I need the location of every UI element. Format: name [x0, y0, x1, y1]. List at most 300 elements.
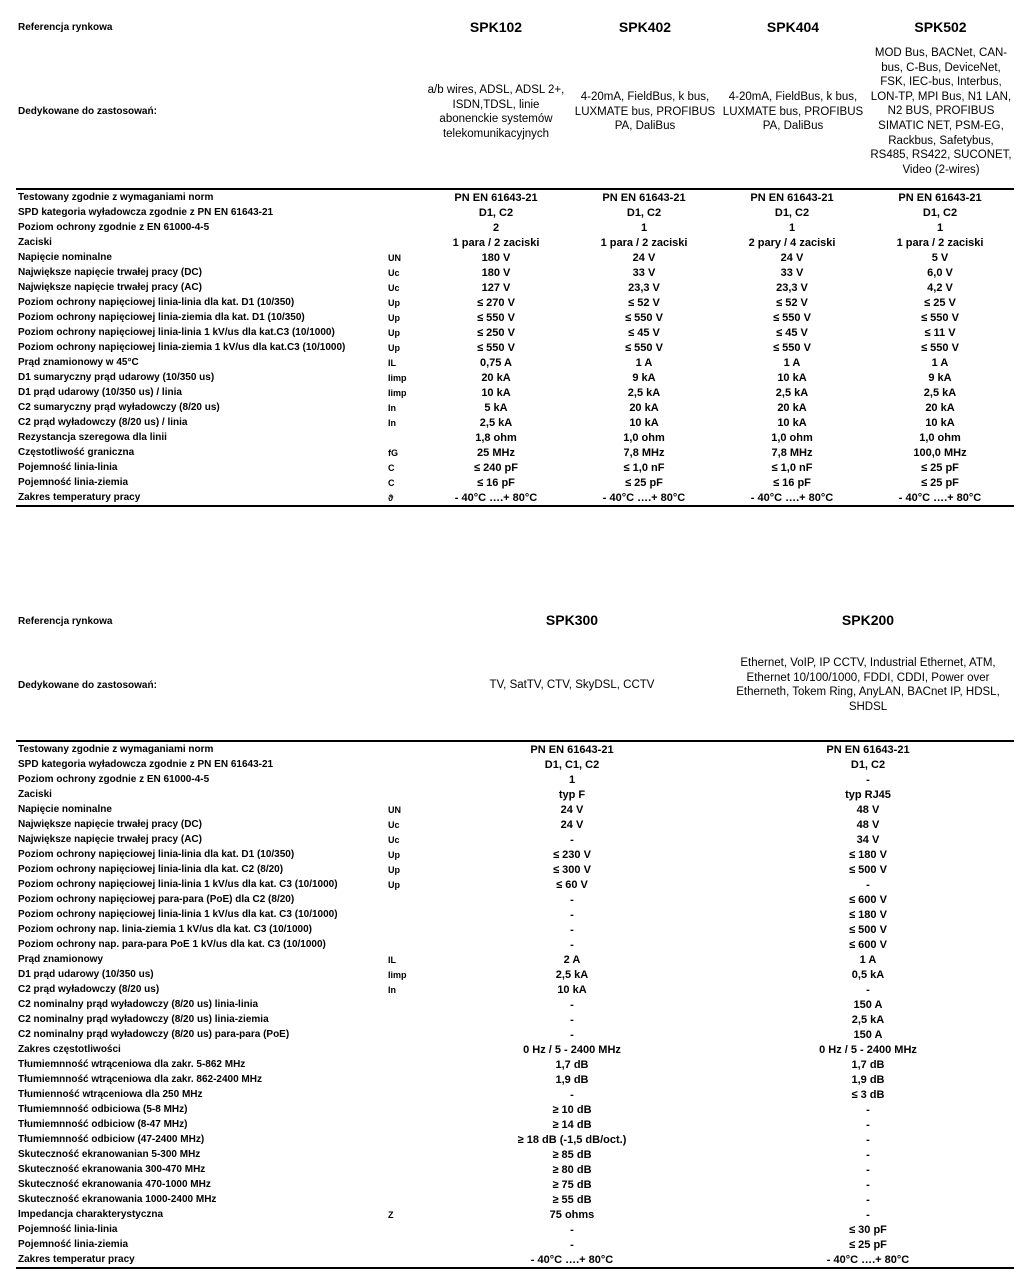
parameter-label: Skuteczność ekranowania 1000-2400 MHz	[18, 1194, 217, 1205]
spec-row	[16, 235, 1014, 250]
parameter-symbol: In	[388, 984, 396, 995]
spec-row	[16, 1027, 1014, 1042]
spec-value: 2,5 kA	[627, 386, 661, 399]
spec-value: 24 V	[560, 818, 584, 831]
spec-value: - 40°C ….+ 80°C	[422, 490, 570, 506]
parameter-label: Zaciski	[18, 237, 52, 248]
spec-value: ≤ 600 V	[849, 938, 887, 951]
parameter-symbol: In	[388, 402, 396, 413]
spec-value: - 40°C ….+ 80°C	[718, 490, 866, 506]
product-name: SPK300	[545, 612, 599, 628]
parameter-symbol	[386, 1162, 422, 1177]
parameter-label: Testowany zgodnie z wymaganiami norm	[16, 741, 386, 757]
parameter-label: Zakres częstotliwości	[18, 1044, 121, 1055]
spec-value: 24 V	[560, 803, 584, 816]
spec-row	[16, 355, 1014, 370]
spec-table-1	[16, 188, 1014, 507]
spec-value: -	[866, 1178, 870, 1191]
spec-value: 1 A	[635, 356, 653, 369]
spec-row	[16, 1102, 1014, 1117]
parameter-symbol	[386, 787, 422, 802]
spec-value: ≥ 80 dB	[552, 1163, 592, 1176]
spec-value: - 40°C ….+ 80°C	[570, 490, 718, 506]
spec-value: D1, C2	[478, 206, 514, 219]
parameter-symbol: Uc	[388, 282, 400, 293]
parameter-symbol: IL	[388, 357, 396, 368]
spec-row	[16, 1072, 1014, 1087]
parameter-symbol	[386, 220, 422, 235]
product-name: SPK502	[914, 19, 967, 35]
spec-row	[16, 205, 1014, 220]
spec-value: 5 kA	[484, 401, 508, 414]
parameter-label: Poziom ochrony napięciowej linia-ziemia dla kat. D1 (10/350)	[18, 312, 305, 323]
spec-value: 1,9 dB	[555, 1073, 589, 1086]
spec-value: 1,7 dB	[555, 1058, 589, 1071]
parameter-symbol	[386, 1192, 422, 1207]
spec-value: ≤ 3 dB	[851, 1088, 885, 1101]
parameter-symbol	[386, 1117, 422, 1132]
market-reference-label: Referencja rynkowa	[18, 616, 113, 627]
parameter-symbol	[386, 430, 422, 445]
spec-value: 1	[568, 773, 576, 786]
spec-row	[16, 265, 1014, 280]
parameter-symbol	[386, 235, 422, 250]
parameter-label: Skuteczność ekranowania 300-470 MHz	[18, 1164, 206, 1175]
spec-value: ≤ 25 pF	[849, 1238, 887, 1251]
spec-row	[16, 250, 1014, 265]
spec-row	[16, 400, 1014, 415]
spec-value: ≤ 45 V	[776, 326, 808, 339]
parameter-label: Napięcie nominalne	[18, 252, 112, 263]
parameter-label: Pojemność linia-ziemia	[18, 477, 129, 488]
parameter-label: Tłumiemnność wtrąceniowa dla zakr. 862-2400 MHz	[18, 1074, 262, 1085]
spec-value: 9 kA	[928, 371, 952, 384]
spec-value: ≤ 230 V	[553, 848, 591, 861]
spec-row	[16, 415, 1014, 430]
spec-value: 127 V	[481, 281, 511, 294]
spec-row	[16, 1192, 1014, 1207]
parameter-symbol	[386, 1102, 422, 1117]
parameter-symbol: ϑ	[386, 490, 422, 506]
spec-value: ≤ 180 V	[849, 848, 887, 861]
spec-value: ≤ 30 pF	[849, 1223, 887, 1236]
spec-value: ≤ 550 V	[477, 341, 515, 354]
spec-row	[16, 280, 1014, 295]
parameter-label: Częstotliwość graniczna	[18, 447, 135, 458]
spec-row	[16, 847, 1014, 862]
dedicated-applications-text: TV, SatTV, CTV, SkyDSL, CCTV	[489, 679, 655, 691]
market-reference-label: Referencja rynkowa	[18, 22, 113, 33]
parameter-label: Rezystancja szeregowa dla linii	[18, 432, 167, 443]
spec-value: 2,5 kA	[555, 968, 589, 981]
parameter-symbol	[386, 189, 422, 205]
parameter-symbol	[386, 1132, 422, 1147]
spec-value: -	[866, 983, 870, 996]
spec-value: ≤ 500 V	[849, 863, 887, 876]
spec-value: 1,9 dB	[851, 1073, 885, 1086]
parameter-label: Poziom ochrony napięciowej linia-linia dla kat. D1 (10/350)	[18, 297, 295, 308]
parameter-symbol: Up	[388, 879, 400, 890]
parameter-symbol: Up	[388, 312, 400, 323]
spec-value: 150 A	[853, 1028, 883, 1041]
parameter-label: Poziom ochrony zgodnie z EN 61000-4-5	[18, 222, 210, 233]
spec-value: 5 V	[931, 251, 949, 264]
spec-value: PN EN 61643-21	[718, 189, 866, 205]
parameter-label: Największe napięcie trwałej pracy (DC)	[18, 267, 202, 278]
spec-value: ≤ 550 V	[625, 311, 663, 324]
parameter-label: Największe napięcie trwałej pracy (AC)	[18, 282, 202, 293]
parameter-symbol: Up	[388, 849, 400, 860]
spec-row	[16, 832, 1014, 847]
spec-row	[16, 952, 1014, 967]
parameter-symbol: In	[388, 417, 396, 428]
parameter-symbol	[386, 1147, 422, 1162]
spec-value: ≤ 60 V	[556, 878, 588, 891]
parameter-symbol	[386, 205, 422, 220]
parameter-symbol	[386, 892, 422, 907]
parameter-symbol	[386, 1027, 422, 1042]
spec-row	[16, 862, 1014, 877]
spec-value: 2 pary / 4 zaciski	[748, 236, 836, 249]
spec-value: 1,0 ohm	[771, 431, 813, 444]
spec-value: -	[866, 773, 870, 786]
spec-value: 100,0 MHz	[913, 446, 967, 459]
section-spk-data-video	[16, 598, 1014, 1278]
parameter-symbol: Iimp	[388, 969, 407, 980]
spec-value: 1,0 ohm	[919, 431, 961, 444]
parameter-symbol: IL	[388, 954, 396, 965]
parameter-label: C2 nominalny prąd wyładowczy (8/20 us) linia-linia	[18, 999, 259, 1010]
parameter-label: Pojemność linia-linia	[18, 462, 118, 473]
parameter-symbol	[386, 937, 422, 952]
parameter-label: Tłumiemnność odbiciowa (5-8 MHz)	[18, 1104, 188, 1115]
spec-row	[16, 490, 1014, 506]
spec-value: 6,0 V	[927, 266, 953, 279]
spec-value: -	[570, 1088, 574, 1101]
spec-value: 10 kA	[629, 416, 659, 429]
parameter-label: SPD kategoria wyładowcza zgodnie z PN EN 61643-21	[18, 759, 274, 770]
dedicated-applications-text: 4-20mA, FieldBus, k bus, LUXMATE bus, PROFIBUS PA, DaliBus	[574, 91, 716, 133]
parameter-label: C2 nominalny prąd wyładowczy (8/20 us) linia-ziemia	[18, 1014, 269, 1025]
parameter-label: Poziom ochrony nap. para-para PoE 1 kV/us dla kat. C3 (10/1000)	[18, 939, 326, 950]
parameter-symbol	[386, 907, 422, 922]
parameter-symbol: fG	[388, 447, 398, 458]
parameter-symbol	[386, 1057, 422, 1072]
spec-row	[16, 475, 1014, 490]
spec-value: ≤ 25 pF	[921, 461, 959, 474]
spec-row	[16, 1117, 1014, 1132]
spec-value: 1 para / 2 zaciski	[896, 236, 984, 249]
parameter-label: C2 prąd wyładowczy (8/20 us) / linia	[18, 417, 188, 428]
spec-value: 10 kA	[557, 983, 587, 996]
parameter-label: Zakres temperatury pracy	[16, 490, 386, 506]
spec-value: 7,8 MHz	[771, 446, 813, 459]
spec-value: 0,5 kA	[851, 968, 885, 981]
parameter-label: Pojemność linia-linia	[18, 1224, 118, 1235]
spec-value: ≤ 550 V	[773, 341, 811, 354]
spec-row	[16, 967, 1014, 982]
parameter-symbol	[386, 1237, 422, 1252]
parameter-symbol	[386, 1042, 422, 1057]
spec-row	[16, 1147, 1014, 1162]
spec-value: 48 V	[856, 818, 880, 831]
spec-value: -	[866, 1193, 870, 1206]
dedicated-applications-label: Dedykowane do zastosowań:	[18, 680, 157, 691]
spec-value: 2,5 kA	[851, 1013, 885, 1026]
parameter-label: D1 prąd udarowy (10/350 us) / linia	[18, 387, 182, 398]
spec-value: -	[570, 893, 574, 906]
spec-value: ≤ 550 V	[921, 341, 959, 354]
parameter-label: Skuteczność ekranowanian 5-300 MHz	[18, 1149, 201, 1160]
dedicated-applications-text: 4-20mA, FieldBus, k bus, LUXMATE bus, PROFIBUS PA, DaliBus	[722, 91, 864, 133]
parameter-symbol	[386, 1252, 422, 1268]
spec-value: 10 kA	[777, 416, 807, 429]
spec-value: ≥ 55 dB	[552, 1193, 592, 1206]
parameter-label: Tłumiemnność odbiciow (47-2400 MHz)	[18, 1134, 205, 1145]
spec-value: typ RJ45	[845, 788, 891, 801]
parameter-label: Poziom ochrony napięciowej linia-linia 1 kV/us dla kat. C3 (10/1000)	[18, 879, 338, 890]
spec-value: ≤ 25 V	[924, 296, 956, 309]
parameter-label: Skuteczność ekranowania 470-1000 MHz	[18, 1179, 211, 1190]
spec-value: ≤ 180 V	[849, 908, 887, 921]
spec-row	[16, 997, 1014, 1012]
parameter-symbol: Uc	[388, 834, 400, 845]
spec-value: 23,3 V	[628, 281, 660, 294]
spec-row	[16, 1057, 1014, 1072]
spec-value: -	[570, 1013, 574, 1026]
parameter-label: Poziom ochrony nap. linia-ziemia 1 kV/us dla kat. C3 (10/1000)	[18, 924, 312, 935]
spec-value: -	[866, 1163, 870, 1176]
spec-value: 48 V	[856, 803, 880, 816]
spec-row	[16, 385, 1014, 400]
spec-value: ≤ 1,0 nF	[771, 461, 813, 474]
parameter-label: Napięcie nominalne	[18, 804, 112, 815]
spec-value: 1 para / 2 zaciski	[600, 236, 688, 249]
parameter-label: Testowany zgodnie z wymaganiami norm	[16, 189, 386, 205]
spec-value: typ F	[558, 788, 586, 801]
spec-value: ≤ 25 pF	[921, 476, 959, 489]
spec-value: 33 V	[632, 266, 656, 279]
dedicated-applications-text: a/b wires, ADSL, ADSL 2+, ISDN,TDSL, linie abonenckie systemów telekomunikacyjnych	[427, 84, 565, 140]
parameter-symbol: Iimp	[388, 372, 407, 383]
spec-value: PN EN 61643-21	[722, 741, 1014, 757]
spec-value: 24 V	[632, 251, 656, 264]
parameter-symbol	[386, 1087, 422, 1102]
spec-value: 23,3 V	[776, 281, 808, 294]
spec-value: -	[866, 1208, 870, 1221]
spec-value: 180 V	[481, 266, 511, 279]
spec-value: ≤ 52 V	[776, 296, 808, 309]
parameter-symbol: Z	[388, 1209, 394, 1220]
spec-value: PN EN 61643-21	[866, 189, 1014, 205]
spec-value: ≤ 52 V	[628, 296, 660, 309]
parameter-label: Poziom ochrony napięciowej linia-linia dla kat. C2 (8/20)	[18, 864, 284, 875]
spec-value: -	[570, 1028, 574, 1041]
spec-value: 0 Hz / 5 - 2400 MHz	[523, 1043, 621, 1056]
parameter-symbol: Up	[388, 327, 400, 338]
spec-value: PN EN 61643-21	[422, 741, 722, 757]
parameter-symbol: Iimp	[388, 387, 407, 398]
parameter-label: Zaciski	[18, 789, 52, 800]
spec-value: D1, C2	[626, 206, 662, 219]
spec-value: 1,7 dB	[851, 1058, 885, 1071]
spec-value: D1, C2	[774, 206, 810, 219]
spec-row	[16, 310, 1014, 325]
spec-row	[16, 189, 1014, 205]
parameter-label: Prąd znamionowy	[18, 954, 104, 965]
parameter-symbol: Uc	[388, 819, 400, 830]
spec-value: ≥ 18 dB (-1,5 dB/oct.)	[517, 1133, 627, 1146]
spec-row	[16, 325, 1014, 340]
spec-value: 1 A	[783, 356, 801, 369]
parameter-label: Poziom ochrony napięciowej linia-linia 1 kV/us dla kat. C3 (10/1000)	[18, 909, 338, 920]
spec-row	[16, 787, 1014, 802]
spec-value: ≤ 600 V	[849, 893, 887, 906]
parameter-symbol	[386, 1072, 422, 1087]
spec-row	[16, 877, 1014, 892]
spec-value: - 40°C ….+ 80°C	[866, 490, 1014, 506]
parameter-label: Pojemność linia-ziemia	[18, 1239, 129, 1250]
dedicated-applications-text: Ethernet, VoIP, IP CCTV, Industrial Ethernet, ATM, Ethernet 10/100/1000, FDDI, CDDI, Power over Etherneth, Tokem Ring, AnyLAN, BACnet IP, HDSL, SHDSL	[736, 657, 1000, 713]
parameter-symbol: C	[388, 477, 395, 488]
spec-row	[16, 295, 1014, 310]
spec-value: - 40°C ….+ 80°C	[422, 1252, 722, 1268]
spec-value: 7,8 MHz	[623, 446, 665, 459]
spec-row	[16, 370, 1014, 385]
spec-value: ≥ 75 dB	[552, 1178, 592, 1191]
spec-value: 34 V	[856, 833, 880, 846]
parameter-label: Tłumiemnność odbiciow (8-47 MHz)	[18, 1119, 188, 1130]
product-name: SPK404	[766, 19, 820, 35]
spec-row	[16, 757, 1014, 772]
parameter-label: C2 sumaryczny prąd wyładowczy (8/20 us)	[18, 402, 220, 413]
dedicated-applications-label: Dedykowane do zastosowań:	[18, 106, 157, 117]
spec-row	[16, 982, 1014, 997]
dedicated-applications-text: MOD Bus, BACNet, CAN-bus, C-Bus, DeviceNet, FSK, IEC-bus, Interbus, LON-TP, MPI Bus, N1 LAN, N2 BUS, PROFIBUS SIMATIC NET, PSM-EG, Rackbus, Safetybus, RS485, RS422, SUCONET, Video (2-wires)	[870, 47, 1012, 176]
parameter-symbol	[386, 757, 422, 772]
spec-value: ≤ 25 pF	[625, 476, 663, 489]
parameter-label: Prąd znamionowy w 45°C	[18, 357, 139, 368]
spec-value: ≥ 10 dB	[552, 1103, 592, 1116]
parameter-label: D1 sumaryczny prąd udarowy (10/350 us)	[18, 372, 215, 383]
spec-value: 24 V	[780, 251, 804, 264]
spec-table-2	[16, 740, 1014, 1269]
parameter-label: Tłumienność wtrąceniowa dla 250 MHz	[18, 1089, 203, 1100]
spec-value: ≤ 550 V	[477, 311, 515, 324]
spec-value: ≤ 550 V	[921, 311, 959, 324]
spec-row	[16, 1222, 1014, 1237]
parameter-label: Poziom ochrony napięciowej para-para (PoE) dla C2 (8/20)	[18, 894, 295, 905]
product-name: SPK102	[469, 19, 523, 35]
spec-value: ≤ 16 pF	[773, 476, 811, 489]
spec-value: -	[570, 923, 574, 936]
spec-row	[16, 460, 1014, 475]
parameter-label: Największe napięcie trwałej pracy (AC)	[18, 834, 202, 845]
spec-row	[16, 1252, 1014, 1268]
spec-row	[16, 1207, 1014, 1222]
parameter-label: Poziom ochrony zgodnie z EN 61000-4-5	[18, 774, 210, 785]
spec-row	[16, 430, 1014, 445]
spec-row	[16, 1087, 1014, 1102]
spec-value: 20 kA	[925, 401, 955, 414]
spec-value: 2,5 kA	[775, 386, 809, 399]
spec-value: ≤ 250 V	[477, 326, 515, 339]
parameter-symbol: Uc	[388, 267, 400, 278]
parameter-label: C2 prąd wyładowczy (8/20 us)	[18, 984, 160, 995]
parameter-symbol	[386, 922, 422, 937]
spec-row	[16, 445, 1014, 460]
spec-value: 2,5 kA	[479, 416, 513, 429]
parameter-symbol	[386, 741, 422, 757]
spec-row	[16, 340, 1014, 355]
spec-value: -	[570, 1238, 574, 1251]
spec-value: ≤ 16 pF	[477, 476, 515, 489]
spec-value: -	[866, 1148, 870, 1161]
spec-value: 1	[936, 221, 944, 234]
parameter-symbol: C	[388, 462, 395, 473]
spec-value: 33 V	[780, 266, 804, 279]
spec-row	[16, 1042, 1014, 1057]
spec-row	[16, 892, 1014, 907]
spec-value: ≤ 45 V	[628, 326, 660, 339]
spec-value: 20 kA	[629, 401, 659, 414]
spec-value: ≤ 11 V	[924, 326, 956, 339]
spec-value: 0 Hz / 5 - 2400 MHz	[819, 1043, 917, 1056]
spec-value: ≤ 240 pF	[474, 461, 518, 474]
spec-value: 2 A	[563, 953, 581, 966]
section2-header	[16, 598, 1014, 740]
spec-value: D1, C2	[850, 758, 886, 771]
spec-value: 10 kA	[925, 416, 955, 429]
spec-value: 9 kA	[632, 371, 656, 384]
spec-row	[16, 1132, 1014, 1147]
spec-value: 150 A	[853, 998, 883, 1011]
spec-value: PN EN 61643-21	[570, 189, 718, 205]
spec-value: 1,8 ohm	[475, 431, 517, 444]
product-name: SPK200	[841, 612, 895, 628]
spec-value: -	[866, 1133, 870, 1146]
parameter-symbol: Up	[388, 342, 400, 353]
spec-value: 10 kA	[777, 371, 807, 384]
parameter-symbol: UN	[388, 804, 401, 815]
spec-value: 1,0 ohm	[623, 431, 665, 444]
parameter-symbol: Up	[388, 297, 400, 308]
parameter-symbol	[386, 1222, 422, 1237]
spec-value: ≥ 85 dB	[552, 1148, 592, 1161]
spec-value: -	[570, 938, 574, 951]
parameter-label: SPD kategoria wyładowcza zgodnie z PN EN 61643-21	[18, 207, 274, 218]
spec-value: 20 kA	[481, 371, 511, 384]
parameter-label: D1 prąd udarowy (10/350 us)	[18, 969, 154, 980]
parameter-label: Największe napięcie trwałej pracy (DC)	[18, 819, 202, 830]
product-name: SPK402	[618, 19, 672, 35]
spec-row	[16, 1237, 1014, 1252]
spec-value: ≤ 550 V	[625, 341, 663, 354]
section-spk-telecom	[16, 0, 1014, 520]
spec-value: -	[866, 878, 870, 891]
spec-value: 25 MHz	[477, 446, 515, 459]
spec-value: ≥ 14 dB	[552, 1118, 592, 1131]
spec-value: ≤ 500 V	[849, 923, 887, 936]
spec-row	[16, 220, 1014, 235]
spec-value: -	[570, 1223, 574, 1236]
spec-value: 1 A	[859, 953, 877, 966]
spec-value: D1, C2	[922, 206, 958, 219]
spec-row	[16, 817, 1014, 832]
parameter-label: Zakres temperatur pracy	[16, 1252, 386, 1268]
spec-value: 1	[640, 221, 648, 234]
spec-value: PN EN 61643-21	[422, 189, 570, 205]
